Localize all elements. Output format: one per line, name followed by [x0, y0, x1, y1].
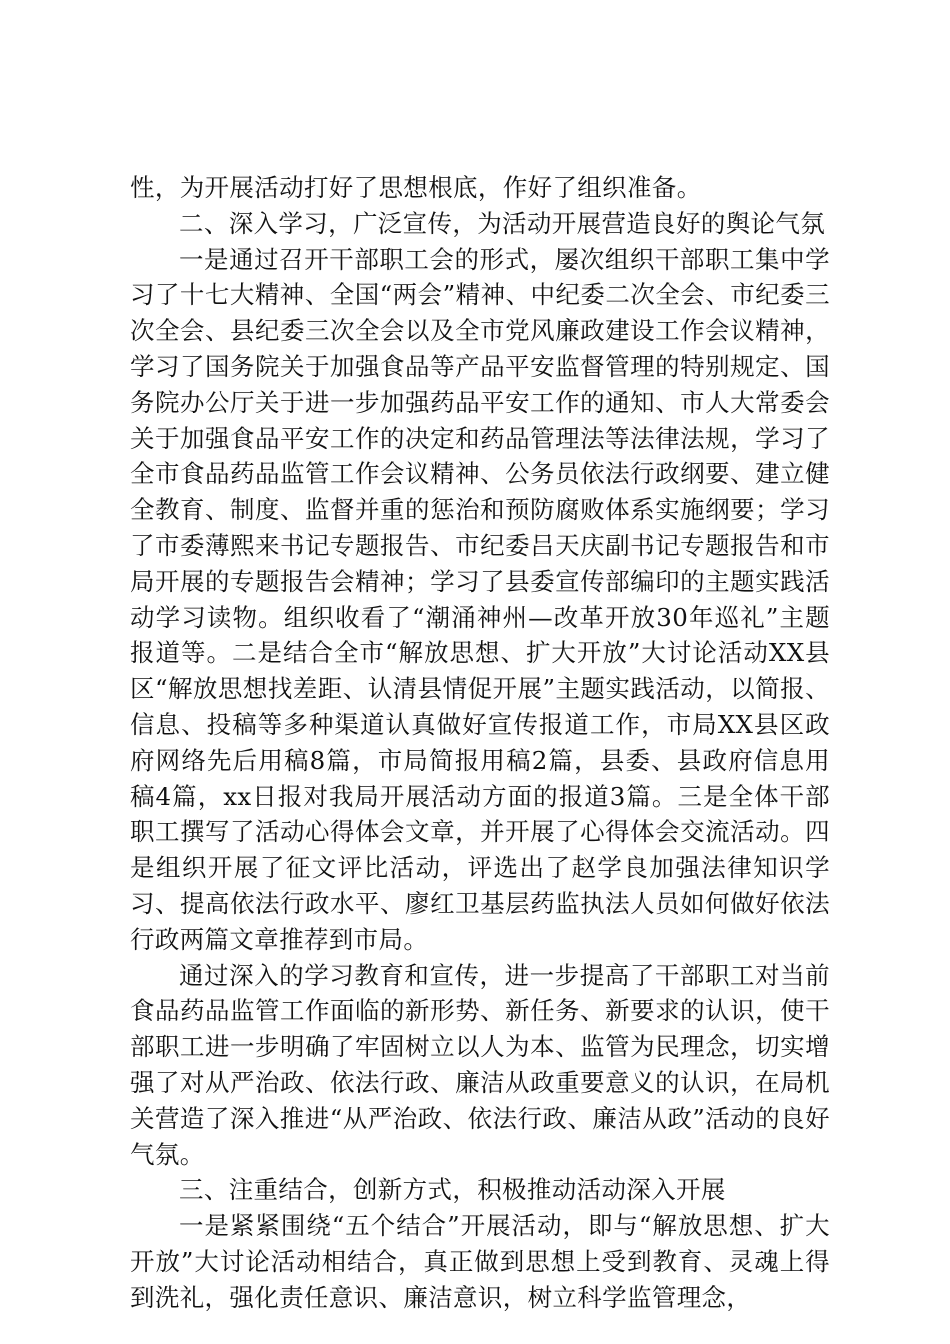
- paragraph-study-results: 通过深入的学习教育和宣传，进一步提高了干部职工对当前食品药品监管工作面临的新形势、新任务、新要求的认识，使干部职工进一步明确了牢固树立以人为本、监管为民理念，切实增强了对从严治政、依法行政、廉洁从政重要意义的认识，在局机关营造了深入推进“从严治政、依法行政、廉洁从政”活动的良好气氛。: [130, 960, 830, 1169]
- paragraph-continuation: 性，为开展活动打好了思想根底，作好了组织准备。: [130, 173, 702, 202]
- paragraph-study-activities: 一是通过召开干部职工会的形式，屡次组织干部职工集中学习了十七大精神、全国“两会”精神、中纪委二次全会、市纪委三次全会、县纪委三次全会以及全市党风廉政建设工作会议精神，学习了国务院关于加强食品等产品平安监督管理的特别规定、国务院办公厅关于进一步加强药品平安工作的通知、市人大常委会关于加强食品平安工作的决定和药品管理法等法律法规，学习了全市食品药品监管工作会议精神、公务员依法行政纲要、建立健全教育、制度、监督并重的惩治和预防腐败体系实施纲要；学习了市委薄熙来书记专题报告、市纪委吕天庆副书记专题报告和市局开展的专题报告会精神；学习了县委宣传部编印的主题实践活动学习读物。组织收看了“潮涌神州—改革开放30年巡礼”主题报道等。二是结合全市“解放思想、扩大开放”大讨论活动XX县区“解放思想找差距、认清县情促开展”主题实践活动，以简报、信息、投稿等多种渠道认真做好宣传报道工作，市局XX县区政府网络先后用稿8篇，市局简报用稿2篇，县委、县政府信息用稿4篇，xx日报对我局开展活动方面的报道3篇。三是全体干部职工撰写了活动心得体会文章，并开展了心得体会交流活动。四是组织开展了征文评比活动，评选出了赵学良加强法律知识学习、提高依法行政水平、廖红卫基层药监执法人员如何做好依法行政两篇文章推荐到市局。: [130, 244, 830, 954]
- section-heading-3: 三、注重结合，创新方式，积极推动活动深入开展: [179, 1175, 726, 1205]
- section-heading-2: 二、深入学习，广泛宣传，为活动开展营造良好的舆论气氛: [179, 208, 826, 238]
- document-body: [130, 170, 830, 1316]
- paragraph-five-combinations: 一是紧紧围绕“五个结合”开展活动，即与“解放思想、扩大开放”大讨论活动相结合，真正做到思想上受到教育、灵魂上得到洗礼，强化责任意识、廉洁意识，树立科学监管理念，: [130, 1211, 830, 1312]
